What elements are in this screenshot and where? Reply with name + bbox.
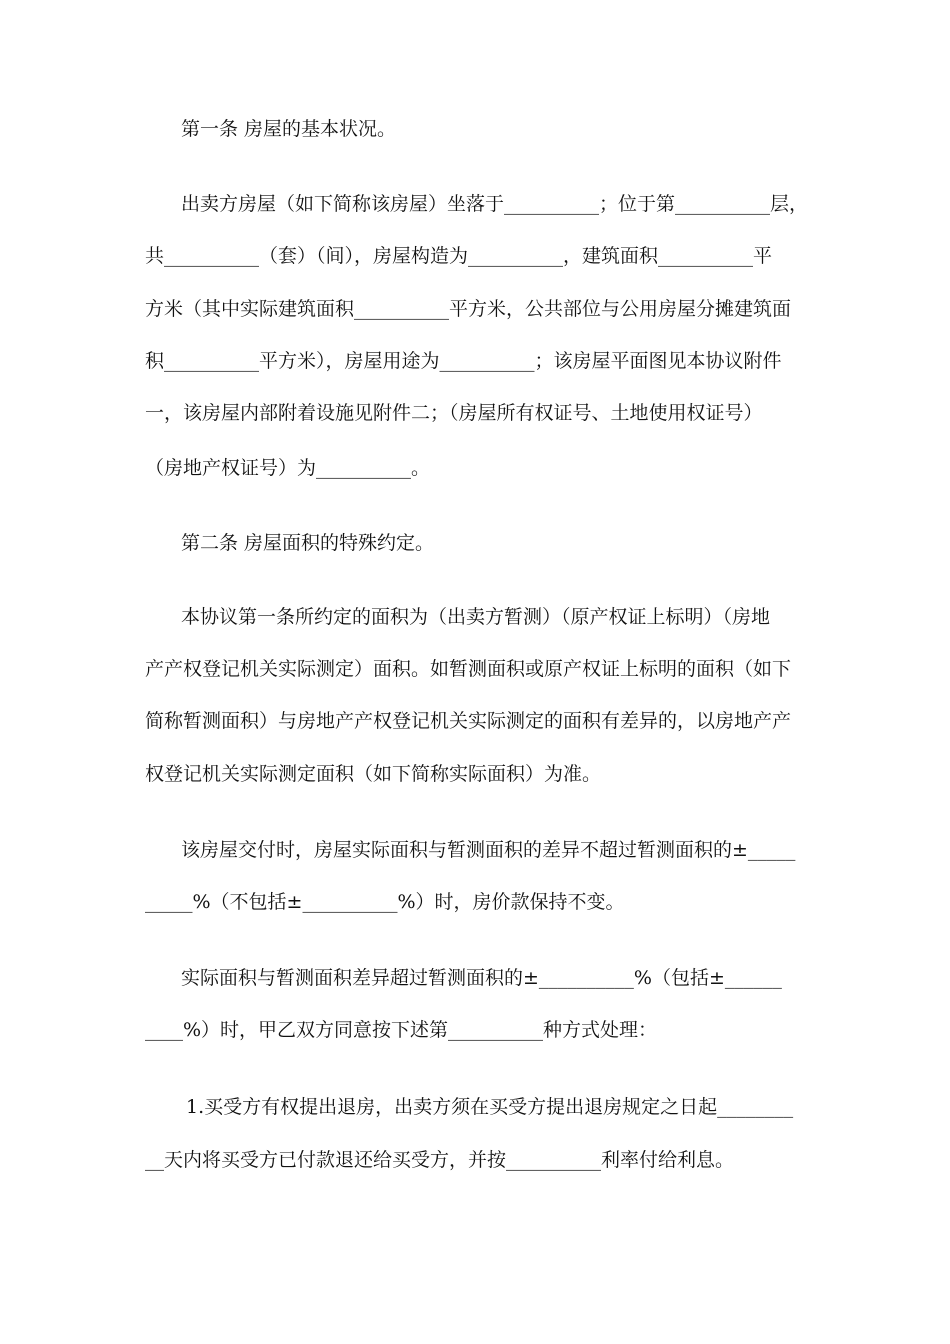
paragraph-line: 一，该房屋内部附着设施见附件二；（房屋所有权证号、土地使用权证号）	[145, 402, 763, 424]
paragraph-line: __天内将买受方已付款退还给买受方，并按__________利率付给利息。	[145, 1149, 735, 1171]
paragraph-line: 出卖方房屋（如下简称该房屋）坐落于__________；位于第__________层，	[181, 193, 809, 215]
paragraph-line: 简称暂测面积）与房地产产权登记机关实际测定的面积有差异的，以房地产产	[145, 710, 792, 732]
paragraph-line: 权登记机关实际测定面积（如下简称实际面积）为准。	[145, 763, 602, 785]
paragraph-line: 产产权登记机关实际测定）面积。如暂测面积或原产权证上标明的面积（如下	[145, 658, 792, 680]
paragraph-line: 实际面积与暂测面积差异超过暂测面积的±__________%（包括±______	[181, 967, 782, 989]
paragraph-line: 方米（其中实际建筑面积__________平方米，公共部位与公用房屋分摊建筑面	[145, 298, 792, 320]
list-item-1: 1.买受方有权提出退房，出卖方须在买受方提出退房规定之日起________	[186, 1096, 794, 1118]
paragraph-line: （房地产权证号）为__________。	[145, 457, 431, 479]
paragraph-line: 该房屋交付时，房屋实际面积与暂测面积的差异不超过暂测面积的±_____	[181, 839, 796, 861]
paragraph-line: 本协议第一条所约定的面积为（出卖方暂测）（原产权证上标明）（房地	[181, 606, 771, 628]
paragraph-line: 共__________（套）（间），房屋构造为__________，建筑面积__________平	[145, 245, 773, 267]
paragraph-line: 积__________平方米），房屋用途为__________；该房屋平面图见本协议附件	[145, 350, 782, 372]
article-2-heading: 第二条 房屋面积的特殊约定。	[181, 532, 435, 554]
article-1-heading: 第一条 房屋的基本状况。	[181, 118, 397, 140]
paragraph-line: _____%（不包括±__________%）时，房价款保持不变。	[145, 891, 625, 913]
paragraph-line: ____%）时，甲乙双方同意按下述第__________种方式处理：	[145, 1019, 658, 1041]
